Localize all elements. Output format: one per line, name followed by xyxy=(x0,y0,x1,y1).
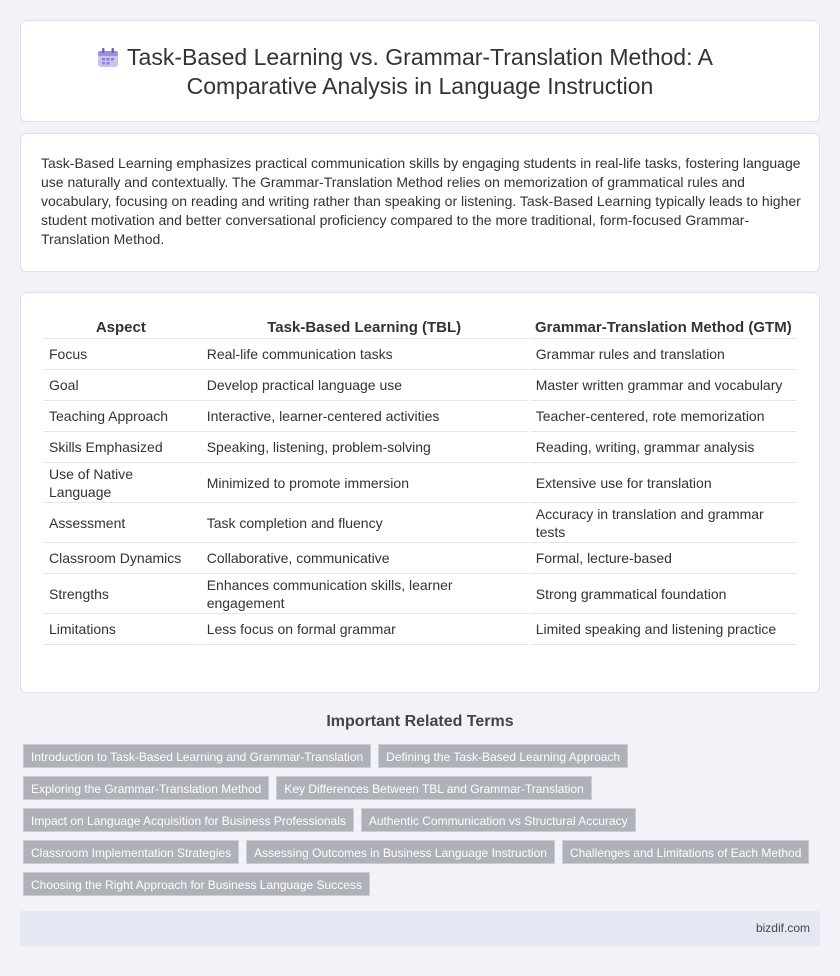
table-cell: Enhances communication skills, learner engagement xyxy=(201,574,528,614)
table-cell: Minimized to promote immersion xyxy=(201,463,528,503)
table-cell: Focus xyxy=(43,339,199,370)
table-cell: Formal, lecture-based xyxy=(530,543,797,574)
table-cell: Teaching Approach xyxy=(43,401,199,432)
table-row xyxy=(43,543,797,574)
table-cell: Task completion and fluency xyxy=(201,503,528,543)
table-cell: Interactive, learner-centered activities xyxy=(201,401,528,432)
column-header: Task-Based Learning (TBL) xyxy=(201,317,528,339)
table-row xyxy=(43,432,797,463)
table-cell: Assessment xyxy=(43,503,199,543)
table-cell: Less focus on formal grammar xyxy=(201,614,528,645)
table-cell: Teacher-centered, rote memorization xyxy=(530,401,797,432)
table-cell: Grammar rules and translation xyxy=(530,339,797,370)
related-terms-list xyxy=(20,744,820,904)
footer-site-link[interactable]: bizdif.com xyxy=(755,921,810,935)
column-header: Aspect xyxy=(43,317,199,339)
table-cell: Collaborative, communicative xyxy=(201,543,528,574)
table-cell: Skills Emphasized xyxy=(43,432,199,463)
header-card xyxy=(20,20,820,122)
related-term-tag[interactable]: Choosing the Right Approach for Business Language Success xyxy=(23,872,370,896)
table-header-row xyxy=(43,317,797,339)
related-term-tag[interactable]: Key Differences Between TBL and Grammar-Translation xyxy=(276,776,591,800)
table-cell: Classroom Dynamics xyxy=(43,543,199,574)
table-cell: Master written grammar and vocabulary xyxy=(530,370,797,401)
table-row xyxy=(43,339,797,370)
table-row xyxy=(43,503,797,543)
related-term-tag[interactable]: Challenges and Limitations of Each Method xyxy=(562,840,809,864)
table-cell: Real-life communication tasks xyxy=(201,339,528,370)
table-cell: Limitations xyxy=(43,614,199,645)
table-cell: Strong grammatical foundation xyxy=(530,574,797,614)
table-row xyxy=(43,401,797,432)
table-row xyxy=(43,370,797,401)
related-term-tag[interactable]: Impact on Language Acquisition for Business Professionals xyxy=(23,808,354,832)
related-term-tag[interactable]: Assessing Outcomes in Business Language Instruction xyxy=(246,840,555,864)
column-header: Grammar-Translation Method (GTM) xyxy=(530,317,797,339)
table-cell: Develop practical language use xyxy=(201,370,528,401)
comparison-table-card xyxy=(20,292,820,693)
related-term-tag[interactable]: Defining the Task-Based Learning Approach xyxy=(378,744,628,768)
table-cell: Goal xyxy=(43,370,199,401)
related-term-tag[interactable]: Introduction to Task-Based Learning and Grammar-Translation xyxy=(23,744,371,768)
table-cell: Use of Native Language xyxy=(43,463,199,503)
table-cell: Extensive use for translation xyxy=(530,463,797,503)
table-row xyxy=(43,463,797,503)
table-row xyxy=(43,574,797,614)
table-cell: Limited speaking and listening practice xyxy=(530,614,797,645)
table-row xyxy=(43,614,797,645)
table-cell: Speaking, listening, problem-solving xyxy=(201,432,528,463)
table-cell: Accuracy in translation and grammar tests xyxy=(530,503,797,543)
intro-paragraph: Task-Based Learning emphasizes practical communication skills by engaging students in real-life tasks, fostering language use naturally and contextually. The Grammar-Translation Method relies on memorization of grammatical rules and vocabulary, focusing on reading and writing rather than speaking or listening. Task-Based Learning typically leads to higher student motivation and better conversational proficiency compared to the more traditional, form-focused Grammar-Translation Method. xyxy=(41,155,801,247)
intro-card xyxy=(20,133,820,272)
related-term-tag[interactable]: Classroom Implementation Strategies xyxy=(23,840,239,864)
table-cell: Strengths xyxy=(43,574,199,614)
comparison-table xyxy=(41,317,799,645)
related-term-tag[interactable]: Authentic Communication vs Structural Accuracy xyxy=(361,808,636,832)
table-cell: Reading, writing, grammar analysis xyxy=(530,432,797,463)
related-terms-heading: Important Related Terms xyxy=(326,713,514,730)
footer xyxy=(20,911,820,946)
related-term-tag[interactable]: Exploring the Grammar-Translation Method xyxy=(23,776,269,800)
page-title: Task-Based Learning vs. Grammar-Translation Method: A Comparative Analysis in Language Instruction xyxy=(127,44,713,99)
